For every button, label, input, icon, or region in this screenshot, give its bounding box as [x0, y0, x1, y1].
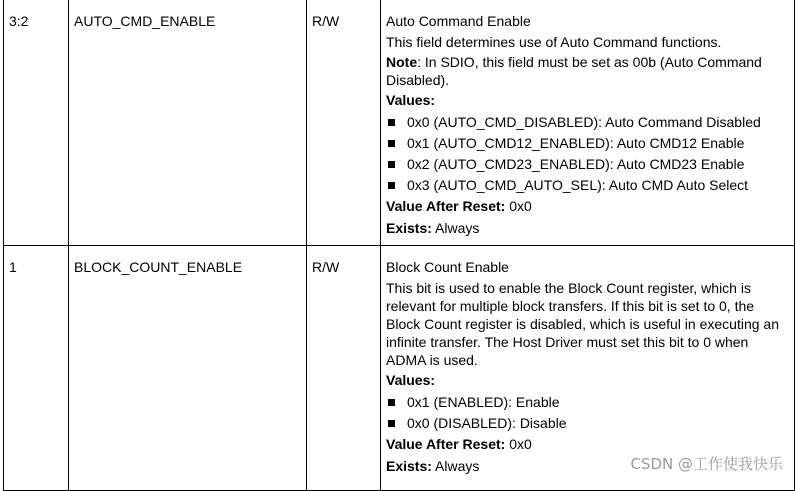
list-item: [386, 154, 789, 175]
field-description: This bit is used to enable the Block Count register, which is relevant for multiple block transfers. If this bit is set to 0, the Block Count register is disabled, which is useful in executing an infinite transfer. The Host Driver must set this bit to 0 when ADMA is used.: [386, 280, 779, 368]
exists-label: Exists:: [386, 220, 432, 236]
reset-value-line: [386, 197, 789, 215]
table-row: [4, 0, 795, 246]
bits-value: 3:2: [9, 13, 29, 29]
value-text: 0x1 (ENABLED): Enable: [407, 394, 560, 410]
field-title: Block Count Enable: [386, 259, 509, 275]
reset-value: 0x0: [505, 436, 532, 452]
access-cell: [307, 0, 381, 246]
field-description: This field determines use of Auto Command functions.: [386, 34, 722, 50]
reset-value: 0x0: [505, 198, 532, 214]
bullet-icon: [388, 161, 395, 168]
reset-label: Value After Reset:: [386, 198, 506, 214]
field-name: BLOCK_COUNT_ENABLE: [74, 259, 243, 275]
list-item: [386, 112, 789, 133]
bullet-icon: [388, 182, 395, 189]
field-note: [386, 53, 789, 89]
description-cell: [381, 0, 795, 246]
note-text: : In SDIO, this field must be set as 00b (Auto Command Disabled).: [386, 54, 762, 88]
access-value: R/W: [312, 259, 340, 275]
access-cell: [307, 246, 381, 491]
value-text: 0x2 (AUTO_CMD23_ENABLED): Auto CMD23 Enable: [407, 156, 745, 172]
list-item: [386, 175, 789, 196]
reset-label: Value After Reset:: [386, 436, 506, 452]
list-item: [386, 133, 789, 154]
values-list: [386, 392, 789, 434]
value-text: 0x0 (AUTO_CMD_DISABLED): Auto Command Disabled: [407, 114, 761, 130]
field-name: AUTO_CMD_ENABLE: [74, 13, 216, 29]
access-value: R/W: [312, 13, 340, 29]
exists-line: [386, 219, 789, 237]
bits-cell: [4, 246, 69, 491]
value-text: 0x3 (AUTO_CMD_AUTO_SEL): Auto CMD Auto Select: [407, 177, 749, 193]
bits-cell: [4, 0, 69, 246]
field-title: Auto Command Enable: [386, 13, 531, 29]
bullet-icon: [388, 399, 395, 406]
csdn-watermark: CSDN @工作使我快乐: [630, 455, 783, 473]
note-label: Note: [386, 54, 418, 70]
list-item: [386, 413, 789, 434]
value-text: 0x0 (DISABLED): Disable: [407, 415, 567, 431]
list-item: [386, 392, 789, 413]
values-list: [386, 112, 789, 196]
exists-value: Always: [431, 458, 480, 474]
field-name-cell: [69, 0, 307, 246]
reset-value-line: [386, 435, 789, 453]
bullet-icon: [388, 119, 395, 126]
field-name-cell: [69, 246, 307, 491]
exists-value: Always: [431, 220, 480, 236]
bullet-icon: [388, 420, 395, 427]
values-heading: Values:: [386, 372, 436, 388]
value-text: 0x1 (AUTO_CMD12_ENABLED): Auto CMD12 Enable: [407, 135, 745, 151]
values-heading: Values:: [386, 92, 436, 108]
bullet-icon: [388, 140, 395, 147]
register-field-table: [3, 0, 795, 491]
exists-label: Exists:: [386, 458, 432, 474]
bits-value: 1: [9, 259, 17, 275]
